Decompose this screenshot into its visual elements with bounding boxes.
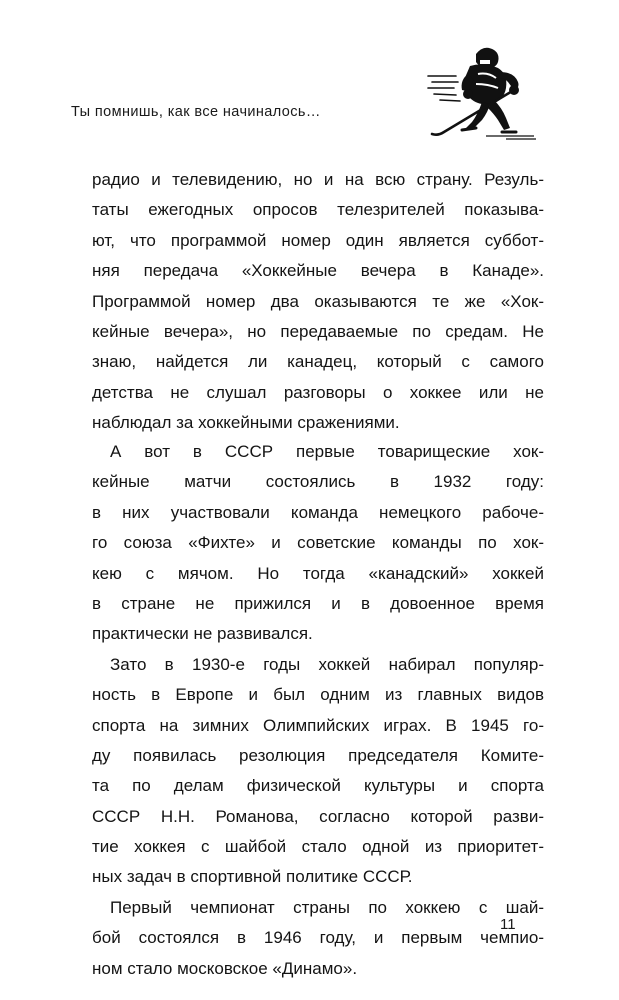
- text-line: знаю, найдется ли канадец, который с самого: [92, 352, 544, 372]
- text-line: наблюдал за хоккейными сражениями.: [92, 413, 400, 433]
- text-line: Зато в 1930-е годы хоккей набирал популяр-: [110, 654, 544, 674]
- text-line: таты ежегодных опросов телезрителей показыва-: [92, 200, 544, 220]
- text-line: ду появилась резолюция председателя Комите-: [92, 745, 544, 765]
- text-line: А вот в СССР первые товарищеские хок-: [110, 442, 544, 461]
- running-title: Ты помнишь, как все начиналось…: [71, 104, 321, 120]
- page-number: 11: [500, 916, 516, 933]
- text-line: кейные матчи состоялись в 1932 году:: [92, 472, 544, 492]
- text-line: няя передача «Хоккейные вечера в Канаде».: [92, 261, 544, 281]
- text-line: радио и телевидению, но и на всю страну. Резуль-: [92, 170, 544, 189]
- text-line: в них участвовали команда немецкого рабоче-: [92, 502, 544, 522]
- text-line: детства не слушал разговоры о хоккее или не: [92, 382, 544, 402]
- text-line: практически не развивался.: [92, 624, 313, 644]
- text-line: спорта на зимних Олимпийских играх. В 1945 го-: [92, 715, 544, 735]
- text-line: кею с мячом. Но тогда «канадский» хоккей: [92, 563, 544, 583]
- text-line: СССР Н.Н. Романова, согласно которой разви-: [92, 806, 544, 826]
- text-line: Программой номер два оказываются те же «Хок-: [92, 291, 544, 311]
- text-line: го союза «Фихте» и советские команды по хок-: [92, 533, 544, 553]
- text-line: ном стало московское «Динамо».: [92, 958, 358, 978]
- text-line: Первый чемпионат страны по хоккею с шай-: [110, 897, 544, 917]
- hockey-player-illustration: [426, 40, 538, 140]
- text-line: кейные вечера», но передаваемые по средам. Не: [92, 321, 544, 341]
- text-line: бой состоялся в 1946 году, и первым чемпио-: [92, 928, 544, 948]
- text-line: ют, что программой номер один является суббот-: [92, 230, 544, 250]
- paragraph-continuation: [92, 165, 544, 439]
- text-line: та по делам физической культуры и спорта: [92, 776, 544, 796]
- text-line: тие хоккея с шайбой стало одной из приоритет-: [92, 837, 544, 857]
- text-line: ных задач в спортивной политике СССР.: [92, 867, 413, 887]
- body-text: [92, 437, 544, 984]
- text-line: в стране не прижился и в довоенное время: [92, 593, 544, 613]
- text-line: ность в Европе и был одним из главных видов: [92, 685, 544, 705]
